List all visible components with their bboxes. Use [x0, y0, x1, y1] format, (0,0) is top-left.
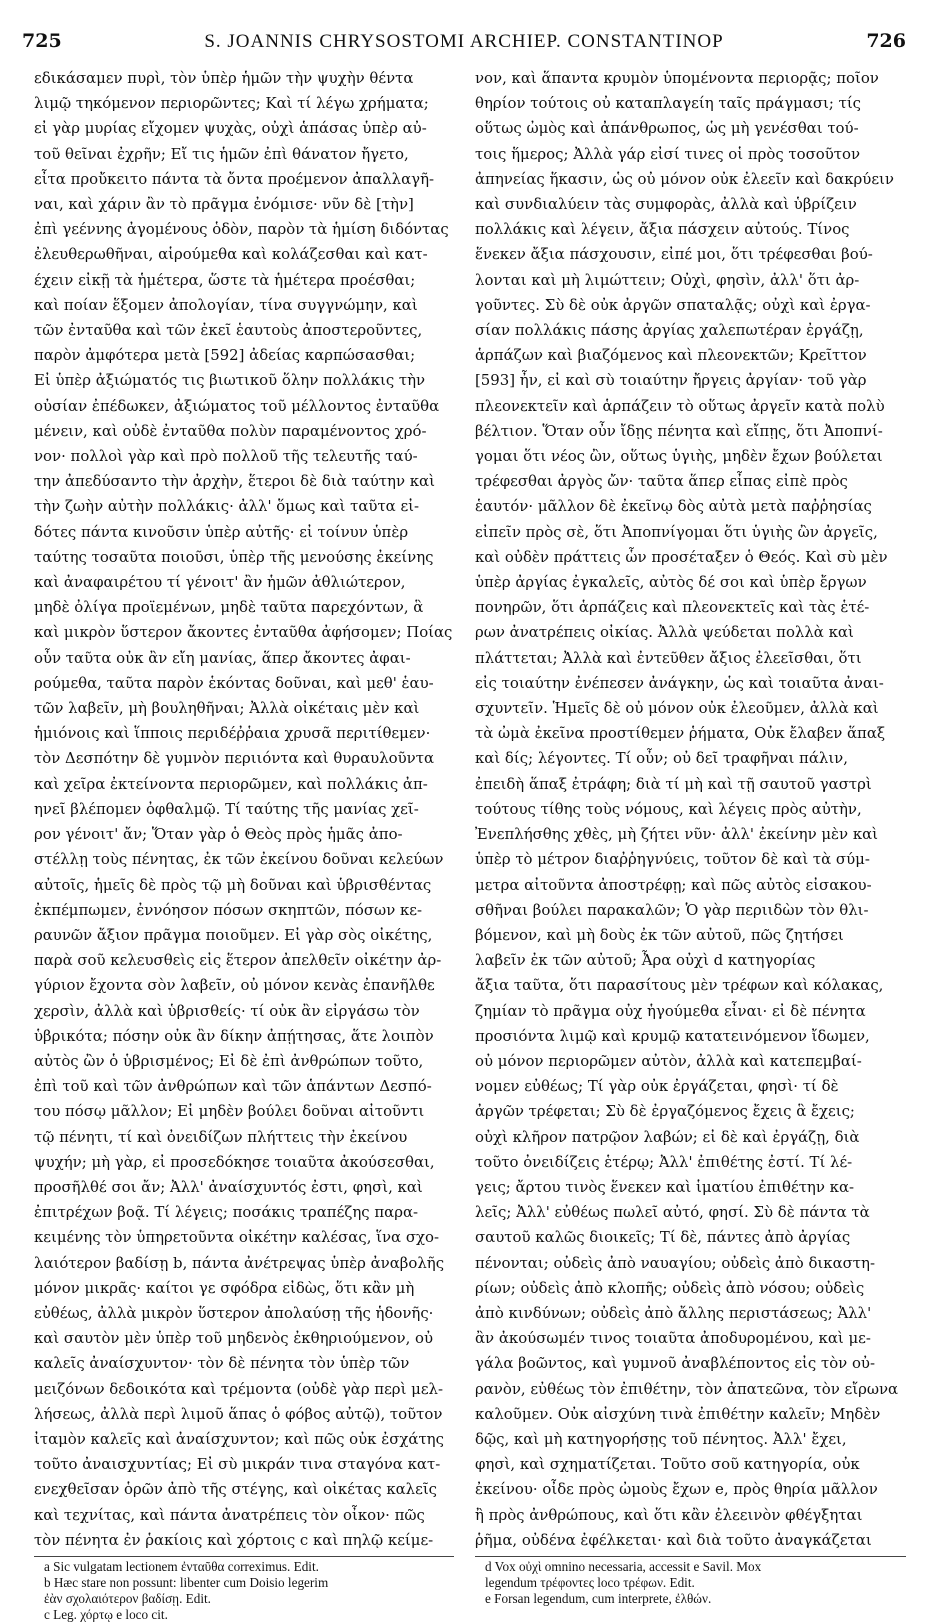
text-line: Ἐνεπλήσθης χθὲς, μὴ ζήτει νῦν· ἀλλ' ἐκείνην μὲν καὶ: [475, 825, 879, 844]
text-line: γομαι ὅτι νέος ὢν, οὕτως ὑγιὴς, μηδὲν ἔχων βούλεται: [475, 447, 883, 466]
text-line: τούτους τίθης τοὺς νόμους, καὶ λέγεις πρὸς αὐτὴν,: [475, 799, 862, 818]
text-line: ἐπιτρέχων βοᾷ. Τί λέγεις; ποσάκις τραπέζης παρα-: [34, 1203, 419, 1222]
text-line: την ἀπεδύσαντο τὴν ἀρχὴν, ἕτεροι δὲ διὰ ταύτην καὶ: [34, 472, 435, 491]
text-line: κειμένης τὸν ὑπηρετοῦντα οἰκέτην καλέσας, ἵνα σχο-: [34, 1228, 440, 1247]
text-line: χερσὶν, ἀλλὰ καὶ ὑβρισθείς· τί οὐκ ἂν εἰργάσω τὸν: [34, 1001, 420, 1020]
text-line: προσῆλθέ σοι ἄν; Ἀλλ' ἀναίσχυντός ἐστι, φησὶ, καὶ: [34, 1177, 423, 1196]
right-column: [475, 66, 906, 1607]
text-line: μένειν, καὶ οὐδὲ ἐνταῦθα πολὺν παραμένοντος χρό-: [34, 421, 427, 440]
text-line: ῥῆμα, οὐδένα ἐφέλκεται· καὶ διὰ τοῦτο ἀναγκάζεται: [475, 1530, 872, 1549]
text-line: καὶ δίς; λέγοντες. Τί οὖν; οὐ δεῖ τραφῆναι πάλιν,: [475, 749, 848, 768]
text-line: εἰς τοιαύτην ἐνέπεσεν ἀνάγκην, ὡς καὶ τοιαῦτα ἀναι-: [475, 673, 884, 692]
left-footnotes: [34, 1559, 454, 1623]
text-line: εἶτα προὔκειτο πάντα τὰ ὄντα προέμενον ἀπαλλαγῆ-: [34, 169, 435, 188]
text-line: ρον γένοιτ' ἄν; Ὅταν γὰρ ὁ Θεὸς πρὸς ἡμᾶς ἀπο-: [34, 825, 403, 844]
text-line: αὐτοῖς, ἡμεῖς δὲ πρὸς τῷ μὴ δοῦναι καὶ ὑβρισθέντας: [34, 875, 432, 894]
text-line: τῶν λαβεῖν, μὴ βουληθῆναι; Ἀλλὰ οἰκέταις μὲν καὶ: [34, 699, 420, 718]
text-line: τὸν πένητα ἐν ῥακίοις καὶ χόρτοις c καὶ πηλῷ κείμε-: [34, 1530, 434, 1549]
text-line: οὐ μόνον περιορῶμεν αὐτὸν, ἀλλὰ καὶ κατεπεμβαί-: [475, 1051, 862, 1070]
running-header: [22, 30, 906, 58]
text-line: γοῦντες. Σὺ δὲ οὐκ ἀργῶν σπαταλᾷς; οὐχὶ καὶ ἐργα-: [475, 295, 871, 314]
text-line: νον, καὶ ἅπαντα κρυμὸν ὑπομένοντα περιορᾷς; ποῖον: [475, 69, 879, 87]
text-line: ἑαυτόν· μᾶλλον δὲ ἐκεῖνῳ δὸς αὐτὰ μετὰ παῤῥησίας: [475, 497, 872, 516]
text-line: καὶ ποίαν ἕξομεν ἀπολογίαν, τίνα συγγνώμην, καὶ: [34, 295, 418, 314]
text-line: Εἰ ὑπὲρ ἀξιώματός τις βιωτικοῦ ὅλην πολλάκις τὴν: [34, 371, 426, 390]
text-line: καλεῖς ἀναίσχυντον· τὸν δὲ πένητα τὸν ὑπὲρ τῶν: [34, 1354, 410, 1373]
text-line: θηρίον τούτοις οὐ καταπλαγείη ταῖς πράγμασι; τίς: [475, 94, 861, 113]
text-line: τῶν ἐνταῦθα καὶ τῶν ἐκεῖ ἑαυτοὺς ἀποστεροῦντες,: [34, 321, 423, 340]
text-line: πονηρῶν, ὅτι ἁρπάζεις καὶ πλεονεκτεῖς καὶ τὰς ἑτέ-: [475, 598, 870, 617]
text-line: σχυντεῖν. Ἡμεῖς δὲ οὐ μόνον οὐκ ἐλεοῦμεν, ἀλλὰ καὶ: [475, 699, 879, 718]
text-line: παρὸν ἀμφότερα μετὰ [592] ἀδείας καρπώσασθαι;: [34, 346, 416, 365]
footnote-line: c Leg. χόρτῳ e loco cit.: [44, 1606, 168, 1622]
text-line: καὶ χεῖρα ἐκτείνοντα περιορῶμεν, καὶ πολλάκις ἀπ-: [34, 774, 428, 793]
text-line: καὶ ἀναφαιρέτου τί γένοιτ' ἂν ἡμῶν ἀθλιώτερον,: [34, 573, 406, 592]
footnote-rule: [475, 1556, 906, 1557]
text-line: βέλτιον. Ὅταν οὖν ἴδῃς πένητα καὶ εἴπῃς, ὅτι Ἀποπνί-: [475, 421, 883, 440]
text-line: ταύτης τοσαῦτα ποιοῦσι, ὑπὲρ τῆς μενούσης ἐκείνης: [34, 547, 434, 566]
text-line: σίαν πολλάκις πάσης ἀργίας χαλεπωτέραν ἐργάζῃ,: [475, 321, 864, 340]
text-line: σαυτοῦ καλῶς διοικεῖς; Τί δὲ, πάντες ἀπὸ ἀργίας: [475, 1228, 851, 1247]
text-line: προσιόντα λιμῷ καὶ κρυμῷ κατατεινόμενον ἴδωμεν,: [475, 1026, 870, 1045]
text-line: ναι, καὶ χάριν ἂν τὸ πρᾶγμα ἐνόμισε· νῦν δὲ [τὴν]: [34, 195, 414, 214]
footnote-line: legendum τρέφοντες loco τρέφων. Edit.: [485, 1574, 695, 1590]
text-line: δότες πάντα κινοῦσιν ὑπὲρ αὐτῆς· εἰ τοίνυν ὑπὲρ: [34, 522, 409, 541]
text-line: καὶ σαυτὸν μὲν ὑπὲρ τοῦ μηδενὸς ἐκθηριούμενον, οὐ: [34, 1329, 434, 1348]
text-line: νομεν εὐθέως; Τί γὰρ οὐκ ἐργάζεται, φησὶ· τί δὲ: [475, 1077, 839, 1096]
text-line: μειζόνων δεδοικότα καὶ τρέμοντα (οὐδὲ γὰρ περὶ μελ-: [34, 1379, 443, 1398]
text-line: λαιότερον βαδίσῃ b, πάντα ἀνέτρεψας ὑπὲρ ἀναβολῆς: [34, 1253, 445, 1272]
footnote-rule: [34, 1556, 454, 1557]
text-line: ἐπὶ γεέννης ἀγομένους ὁδὸν, παρὸν τὰ ἡμίση διδόντας: [34, 220, 449, 239]
text-line: μόνον μικρᾶς· καίτοι γε σφόδρα εἰδὼς, ὅτι κἂν μὴ: [34, 1278, 415, 1297]
text-line: καὶ συνδιαλύειν τὰς συμφορὰς, ἀλλὰ καὶ ὑβρίζειν: [475, 195, 857, 214]
text-line: νον· πολλοὶ γὰρ καὶ πρὸ πολλοῦ τῆς τελευτῆς ταύ-: [34, 447, 418, 466]
text-line: ἂν ἀκούσωμέν τινος τοιαῦτα ἀποδυρομένου, καὶ με-: [475, 1329, 871, 1348]
footnote-line: e Forsan legendum, cum interprete, ἐλθών.: [485, 1590, 712, 1606]
text-line: μετρα αἰτοῦντα ἀποστρέφῃ; καὶ πῶς αὐτὸς εἰσακου-: [475, 875, 872, 894]
text-line: εἰ γὰρ μυρίας εἴχομεν ψυχὰς, οὐχὶ ἁπάσας ὑπὲρ αὐ-: [34, 119, 427, 138]
text-line: γεις; ἄρτου τινὸς ἕνεκεν καὶ ἱματίου ἐπιθέτην κα-: [475, 1177, 855, 1196]
text-line: γύριον ἔχοντα σὸν λαβεῖν, οὐ μόνον κενὰς ἐπανῆλθε: [34, 976, 435, 995]
left-column-text: [34, 66, 454, 1553]
text-line: ρων ἀνατρέπεις οἰκίας. Ἀλλὰ ψεύδεται πολλὰ καὶ: [475, 623, 854, 642]
text-line: ψυχήν; μὴ γὰρ, εἰ προσεδόκησε τοιαῦτα ἀκούσεσθαι,: [34, 1152, 435, 1171]
text-line: καὶ οὐδὲν πράττεις ὧν προσέταξεν ὁ Θεός. Καὶ σὺ μὲν: [475, 547, 888, 566]
text-line: τοῦτο ἀναισχυντίας; Εἰ σὺ μικράν τινα σταγόνα κατ-: [34, 1455, 441, 1474]
text-line: οὐσίαν ἐπέδωκεν, ἀξιώματος τοῦ μέλλοντος ἐνταῦθα: [34, 396, 440, 415]
text-line: στέλλῃ τοὺς πένητας, ἐκ τῶν ἐκείνου δοῦναι κελεύων: [34, 850, 444, 869]
text-line: τρέφεσθαι ἀργὸς ὤν· ταῦτα ἅπερ εἶπας εἰπὲ πρὸς: [475, 472, 848, 491]
text-line: τοῦ θεῖναι ἐχρῆν; Εἴ τις ἡμῶν ἐπὶ θάνατον ἤγετο,: [34, 144, 409, 163]
text-line: ρίων; οὐδεὶς ἀπὸ κλοπῆς; οὐδεὶς ἀπὸ νόσου; οὐδεὶς: [475, 1278, 865, 1297]
text-line: φησὶ, καὶ σχηματίζεται. Τοῦτο σοῦ κατηγορία, οὐκ: [475, 1455, 860, 1474]
footnote-line: a Sic vulgatam lectionem ἐνταῦθα correximus. Edit.: [44, 1558, 319, 1574]
text-line: ρανὸν, εὐθέως τὸν ἐπιθέτην, τὸν ἀπατεῶνα, τὸν εἴρωνα: [475, 1379, 899, 1398]
text-line: ἕνεκεν ἄξια πάσχουσιν, εἰπέ μοι, ὅτι τρέφεσθαι βού-: [475, 245, 873, 264]
text-line: [593] ἦν, εἰ καὶ σὺ τοιαύτην ἤργεις ἀργίαν· τοῦ γὰρ: [475, 371, 867, 390]
text-line: ἐκείνου· οἶδε πρὸς ὠμοὺς ἔχων e, πρὸς θηρία μᾶλλον: [475, 1480, 878, 1499]
text-line: ἁρπάζων καὶ βιαζόμενος καὶ πλεονεκτῶν; Κρεῖττον: [475, 346, 867, 365]
text-line: καλοῦμεν. Οὐκ αἰσχύνη τινὰ ἐπιθέτην καλεῖν; Μηδὲν: [475, 1404, 881, 1423]
text-line: ὑπὲρ ἀργίας ἐγκαλεῖς, αὐτὸς δέ σοι καὶ ὑπὲρ ἔργων: [475, 573, 867, 592]
text-line: τοις ἥμερος; Ἀλλὰ γάρ εἰσί τινες οἱ πρὸς τοσοῦτον: [475, 144, 861, 163]
text-line: δῷς, καὶ μὴ κατηγορήσῃς τοῦ πένητος. Ἀλλ' ἔχει,: [475, 1429, 847, 1448]
text-line: του πόσῳ μᾶλλον; Εἰ μηδὲν βούλει δοῦναι αἰτοῦντι: [34, 1102, 425, 1121]
text-line: παρὰ σοῦ κελευσθεὶς εἰς ἕτερον ἀπελθεῖν οἰκέτην ἀρ-: [34, 951, 442, 970]
text-line: γάλα βοῶντος, καὶ γυμνοῦ ἀναβλέποντος εἰς τὸν οὐ-: [475, 1354, 875, 1373]
text-line: αὐτὸς ὢν ὁ ὑβρισμένος; Εἰ δὲ ἐπὶ ἀνθρώπων τοῦτο,: [34, 1051, 424, 1070]
left-column: [34, 66, 454, 1623]
right-column-text: [475, 66, 906, 1553]
text-line: ὑπὲρ τὸ μέτρον διαῤῥηγνύεις, τοῦτον δὲ καὶ τὰ σύμ-: [475, 850, 870, 869]
text-line: καὶ τεχνίτας, καὶ πάντα ἀνατρέπεις τὸν οἶκον· πῶς: [34, 1505, 425, 1524]
text-line: λήσεως, ἀλλὰ περὶ λιμοῦ ἅπας ὁ φόβος αὐτῷ), τοῦτον: [34, 1404, 443, 1423]
text-line: καὶ μικρὸν ὕστερον ἄκοντες ἐνταῦθα ἀφήσομεν; Ποίας: [34, 623, 453, 642]
page-number-right: 726: [866, 30, 906, 52]
text-line: πλεονεκτεῖν καὶ ἁρπάζειν τὸ οὕτως ἀργεῖν κατὰ πολὺ: [475, 396, 885, 415]
text-line: ἰταμὸν καλεῖς καὶ ἀναίσχυντον; καὶ πῶς οὐκ ἐσχάτης: [34, 1429, 444, 1448]
text-line: οὐχὶ κλῆρον πατρῷον λαβών; εἰ δὲ καὶ ἐργάζῃ, διὰ: [475, 1127, 860, 1146]
text-line: ἐπειδὴ ἅπαξ ἐτράφη; διὰ τί μὴ καὶ τῇ σαυτοῦ γαστρὶ: [475, 774, 872, 793]
text-line: ἢ πρὸς ἀνθρώπους, καὶ ὅτι κἂν ἐλεεινὸν φθέγξηται: [475, 1505, 863, 1524]
text-line: ἀπὸ κινδύνων; οὐδεὶς ἀπὸ ἄλλης περιστάσεως; Ἀλλ': [475, 1303, 872, 1322]
text-line: ἡμιόνοις καὶ ἵπποις περιδέῤῥαια χρυσᾶ περιτίθεμεν·: [34, 724, 431, 743]
footnote-line: d Vox οὐχὶ omnino necessaria, accessit e Savil. Mox: [485, 1558, 762, 1574]
text-line: τὸν Δεσπότην δὲ γυμνὸν περιιόντα καὶ θυραυλοῦντα: [34, 749, 435, 768]
text-line: ὑβρικότα; πόσην οὐκ ἂν δίκην ἀπῄτησας, ἅτε λοιπὸν: [34, 1026, 434, 1045]
text-line: ἄξια ταῦτα, ὅτι παρασίτους μὲν τρέφων καὶ κόλακας,: [475, 976, 884, 995]
text-line: ζημίαν τὸ πρᾶγμα οὐχ ἡγούμεθα εἶναι· εἰ δὲ πένητα: [475, 1001, 866, 1020]
right-footnotes: [475, 1559, 906, 1607]
text-line: λονται καὶ μὴ λιμώττειν; Οὐχὶ, φησὶν, ἀλλ' ὅτι ἀρ-: [475, 270, 860, 289]
text-line: τὴν ζωὴν αὐτὴν πολλάκις· ἀλλ' ὅμως καὶ ταῦτα εἰ-: [34, 497, 420, 516]
footnote-line: b Hæc stare non possunt: libenter cum Doisio legerim: [44, 1574, 329, 1590]
text-line: οὖν ταῦτα οὐκ ἂν εἴη μανίας, ἅπερ ἄκοντες ἀφαι-: [34, 648, 411, 667]
text-line: έχειν εἰκῇ τὰ ἡμέτερα, ὥστε τὰ ἡμέτερα προέσθαι;: [34, 270, 416, 289]
running-title: S. JOANNIS CHRYSOSTOMI ARCHIEP. CONSTANTINOP: [204, 31, 724, 52]
text-line: ἐπὶ τοῦ καὶ τῶν ἀνθρώπων καὶ τῶν ἁπάντων Δεσπό-: [34, 1077, 432, 1096]
footnote-line: ἐὰν σχολαιότερον βαδίσῃ. Edit.: [44, 1590, 211, 1606]
text-line: ἀπηνείας ἥκασιν, ὡς οὐ μόνον οὐκ ἐλεεῖν καὶ δακρύειν: [475, 169, 894, 188]
text-line: ρούμεθα, ταῦτα παρὸν ἑκόντας δοῦναι, καὶ μεθ' ἑαυ-: [34, 673, 434, 692]
text-line: ἐλευθερωθῆναι, αἱρούμεθα καὶ κολάζεσθαι καὶ κατ-: [34, 245, 428, 264]
text-line: ενεχθεῖσαν ὁρῶν ἀπὸ τῆς στέγης, καὶ οἰκέτας καλεῖς: [34, 1480, 438, 1499]
text-line: ἐκπέμπωμεν, ἐννόησον πόσων σκηπτῶν, πόσων κε-: [34, 900, 423, 919]
text-line: τὰ ὠμὰ ἐκεῖνα προστίθεμεν ῥήματα, Οὐκ ἔλαβεν ἅπαξ: [475, 724, 886, 743]
page-number-left: 725: [22, 30, 62, 52]
text-line: εἰπεῖν πρὸς σὲ, ὅτι Ἀποπνίγομαι ὅτι ὑγιὴς ὢν ἀργεῖς,: [475, 522, 878, 541]
text-line: λαβεῖν ἐκ τῶν αὐτοῦ; Ἆρα οὐχὶ d κατηγορίας: [475, 951, 816, 970]
text-line: πλάττεται; Ἀλλὰ καὶ ἐντεῦθεν ἄξιος ἐλεεῖσθαι, ὅτι: [475, 648, 862, 667]
text-line: εδικάσαμεν πυρὶ, τὸν ὑπὲρ ἡμῶν τὴν ψυχὴν θέντα: [34, 69, 414, 87]
text-line: μηδὲ ὀλίγα προϊεμένων, μηδὲ ταῦτα παρεχόντων, ἃ: [34, 598, 424, 617]
text-line: λιμῷ τηκόμενον περιορῶντες; Καὶ τί λέγω χρήματα;: [34, 94, 429, 113]
text-line: πένονται; οὐδεὶς ἀπὸ ναυαγίου; οὐδεὶς ἀπὸ δικαστη-: [475, 1253, 875, 1272]
text-line: τοῦτο ὀνειδίζεις ἑτέρῳ; Ἀλλ' ἐπιθέτης ἐστί. Τί λέ-: [475, 1152, 853, 1171]
text-line: βόμενον, καὶ μὴ δοὺς ἐκ τῶν αὐτοῦ, πῶς ζητήσει: [475, 925, 844, 944]
text-line: ἀργῶν τρέφεται; Σὺ δὲ ἐργαζόμενος ἔχεις ἃ ἔχεις;: [475, 1102, 855, 1121]
text-line: σθῆναι βούλει παρακαλῶν; Ὁ γὰρ περιιδὼν τὸν θλι-: [475, 900, 869, 919]
text-line: ηνεῖ βλέπομεν ὀφθαλμῷ. Τί ταύτης τῆς μανίας χεῖ-: [34, 799, 419, 818]
text-line: οὕτως ὠμὸς καὶ ἀπάνθρωπος, ὡς μὴ γενέσθαι τού-: [475, 119, 859, 138]
text-line: ραυνῶν ἄξιον πρᾶγμα ποιοῦμεν. Εἰ γὰρ σὸς οἰκέτης,: [34, 925, 433, 944]
text-line: εὐθέως, ἀλλὰ μικρὸν ὕστερον ἀπολαύσῃ τῆς ἡδονῆς·: [34, 1303, 434, 1322]
text-line: πολλάκις καὶ λέγειν, ἄξια πάσχειν αὐτούς. Τίνος: [475, 220, 850, 239]
text-line: τῷ πένητι, τί καὶ ὀνειδίζων πλήττεις τὴν ἐκείνου: [34, 1127, 408, 1146]
text-line: λεῖς; Ἀλλ' εὐθέως πωλεῖ αὐτό, φησί. Σὺ δὲ πάντα τὰ: [475, 1203, 870, 1222]
